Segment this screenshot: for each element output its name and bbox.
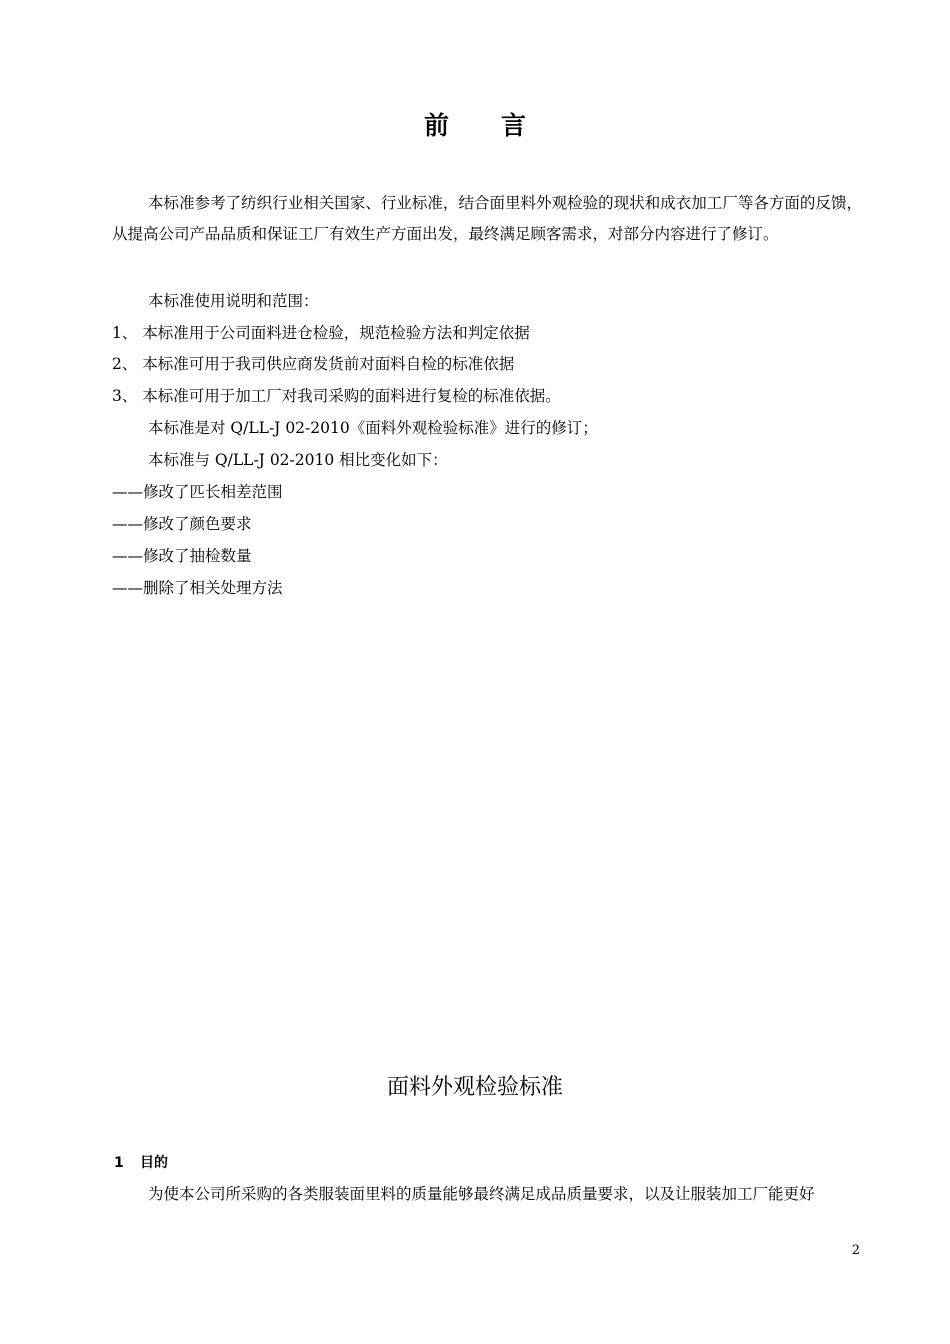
standard-title: 面料外观检验标准 — [386, 1075, 563, 1100]
page-number: 2 — [851, 1243, 860, 1258]
change-item-3: ——修改了抽检数量 — [112, 547, 252, 565]
changes-heading: 本标准与 Q/LL-J 02-2010 相比变化如下： — [148, 451, 448, 469]
section-1-text: 为使本公司所采购的各类服装面里料的质量能够最终满足成品质量要求，以及让服装加工厂能更好 — [148, 1185, 815, 1203]
usage-item-1: 1、 本标准用于公司面料进仓检验，规范检验方法和判定依据 — [112, 324, 530, 342]
section-1-heading — [114, 1152, 168, 1174]
section-1-heading-text: 目的 — [140, 1155, 168, 1171]
preface-title: 前言 — [423, 111, 578, 140]
usage-heading: 本标准使用说明和范围： — [148, 292, 319, 310]
revision-note: 本标准是对 Q/LL-J 02-2010《面料外观检验标准》进行的修订； — [148, 419, 598, 437]
preface-intro-text: 本标准参考了纺织行业相关国家、行业标准，结合面里料外观检验的现状和成衣加工厂等各方面的反馈，从提高公司产品品质和保证工厂有效生产方面出发，最终满足顾客需求，对部分内容进行了修订。 — [112, 194, 862, 243]
section-1-number: 1 — [114, 1155, 124, 1171]
preface-intro-paragraph — [112, 188, 862, 250]
change-item-1: ——修改了匹长相差范围 — [112, 483, 283, 501]
change-item-4: ——删除了相关处理方法 — [112, 579, 283, 597]
usage-item-3: 3、 本标准可用于加工厂对我司采购的面料进行复检的标准依据。 — [112, 387, 561, 405]
usage-item-2: 2、 本标准可用于我司供应商发货前对面料自检的标准依据 — [112, 355, 515, 373]
change-item-2: ——修改了颜色要求 — [112, 515, 252, 533]
